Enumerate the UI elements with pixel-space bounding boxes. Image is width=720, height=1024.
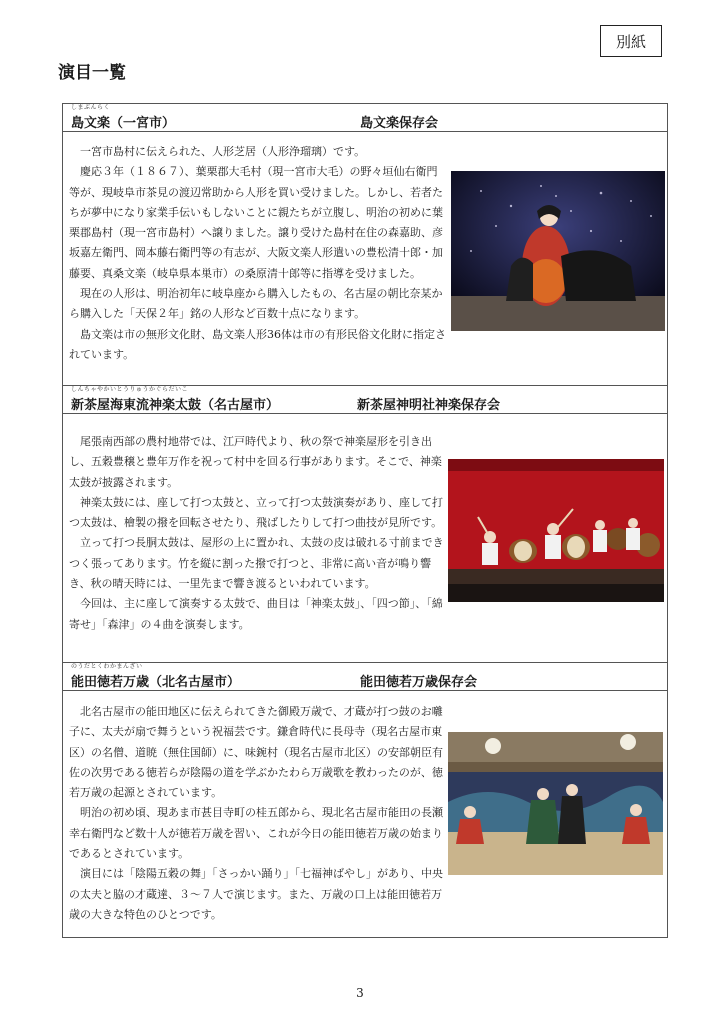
section-organization: 新茶屋神明社神楽保存会 — [357, 398, 501, 413]
page-number: 3 — [356, 986, 364, 1000]
paragraph: 演目には「陰陽五穀の舞」「さっかい踊り」「七福神ばやし」があり、中央の太夫と脇の才蔵達、３～７人で演じます。また、万歳の口上は能田徳若万歳の大きな特色のひとつです。 — [69, 867, 443, 921]
section-header-shinchaya-kagura — [63, 386, 667, 414]
section-description — [69, 142, 447, 365]
paragraph: 尾張南西部の農村地帯では、江戸時代より、秋の祭で神楽屋形を引き出し、五穀豊穣と豊年万作を祝って村中を回る行事があります。そこで、神楽太鼓が披露されます。 — [69, 435, 442, 489]
manzai-photo — [448, 732, 663, 875]
section-name: 新茶屋海東流神楽太鼓（名古屋市） — [71, 398, 280, 413]
paragraph: 現在の人形は、明治初年に岐阜座から購入したもの、名古屋の朝比奈某から購入した「天保２年」銘の人形など百数十点になります。 — [69, 287, 443, 321]
page-title: 演目一覧 — [58, 63, 126, 83]
paragraph: 島文楽は市の無形文化財、島文楽人形36体は市の有形民俗文化財に指定されています。 — [69, 327, 446, 361]
shimabunraku-photo — [451, 171, 665, 331]
section-name: 島文楽（一宮市） — [71, 116, 176, 131]
section-header-shimabunraku — [63, 104, 667, 132]
paragraph: 立って打つ長胴太鼓は、屋形の上に置かれ、太鼓の皮は破れる寸前まできつく張ってあります。竹を縦に割った撥で打つと、非常に高い音が鳴り響き、秋の晴天時には、一里先まで響き渡るといわれています。 — [69, 536, 444, 591]
section-header-noda-manzai — [63, 663, 667, 691]
section-organization: 能田徳若万歳保存会 — [360, 675, 478, 690]
paragraph: 明治の初め頃、現あま市甚目寺町の桂五郎から、現北名古屋市能田の長瀬幸右衛門など数十人が徳若万歳を習い、これが今日の能田徳若万歳の始まりであるとされています。 — [69, 806, 443, 861]
attachment-label-box: 別紙 — [600, 25, 662, 57]
furigana: しんちゃやかいとうりゅうかぐらだいこ — [71, 386, 189, 393]
furigana: のうだとくわかまんざい — [71, 663, 143, 670]
paragraph: 北名古屋市の能田地区に伝えられてきた御殿万歳で、才蔵が打つ鼓のお囃子に、太夫が扇で舞うという祝福芸です。鎌倉時代に長母寺（現名古屋市東区）の名僧、道暁（無住国師）に、味鋺村（現名古屋市北区）の安部朝臣有佐の次男である徳若らが陰陽の道を学ぶかたわら万歳歌を教わったのが、徳若万歳の起源とされています。 — [69, 705, 443, 800]
paragraph: 神楽太鼓には、座して打つ太鼓と、立って打つ太鼓演奏があり、座して打つ太鼓は、檜製の撥を回転させたり、飛ばしたりして打つ曲技が見所です。 — [69, 495, 443, 530]
paragraph: 慶応３年（１８６７）、葉栗郡大毛村（現一宮市大毛）の野々垣仙右衛門等が、現岐阜市茶見の渡辺常助から人形を買い受けました。しかし、若者たちが夢中になり家業手伝いもしないことに親たちが立腹し、明治の初めに葉栗郡島村（現一宮市島村）へ譲りました。譲り受けた島村在住の森嘉助、彦坂嘉左衛門、岡本藤右衛門等の有志が、大阪文楽人形遣いの豊松清十郎・加藤要、真桑文楽（岐阜県本巣市）の桑原清十郎等に指導を受けました。 — [69, 165, 443, 280]
paragraph: 一宮市島村に伝えられた、人形芝居（人形浄瑠璃）です。 — [80, 145, 366, 158]
section-description — [69, 432, 447, 635]
kagura-taiko-photo — [448, 459, 664, 602]
paragraph: 今回は、主に座して演奏する太鼓で、曲目は「神楽太鼓」、「四つ節」、「綿寄せ」「森津」の４曲を演奏します。 — [69, 597, 443, 631]
furigana: しまぶんらく — [71, 104, 111, 111]
section-description — [69, 702, 447, 925]
section-name: 能田徳若万歳（北名古屋市） — [71, 675, 241, 690]
section-organization: 島文楽保存会 — [360, 116, 439, 131]
program-table — [62, 103, 668, 938]
